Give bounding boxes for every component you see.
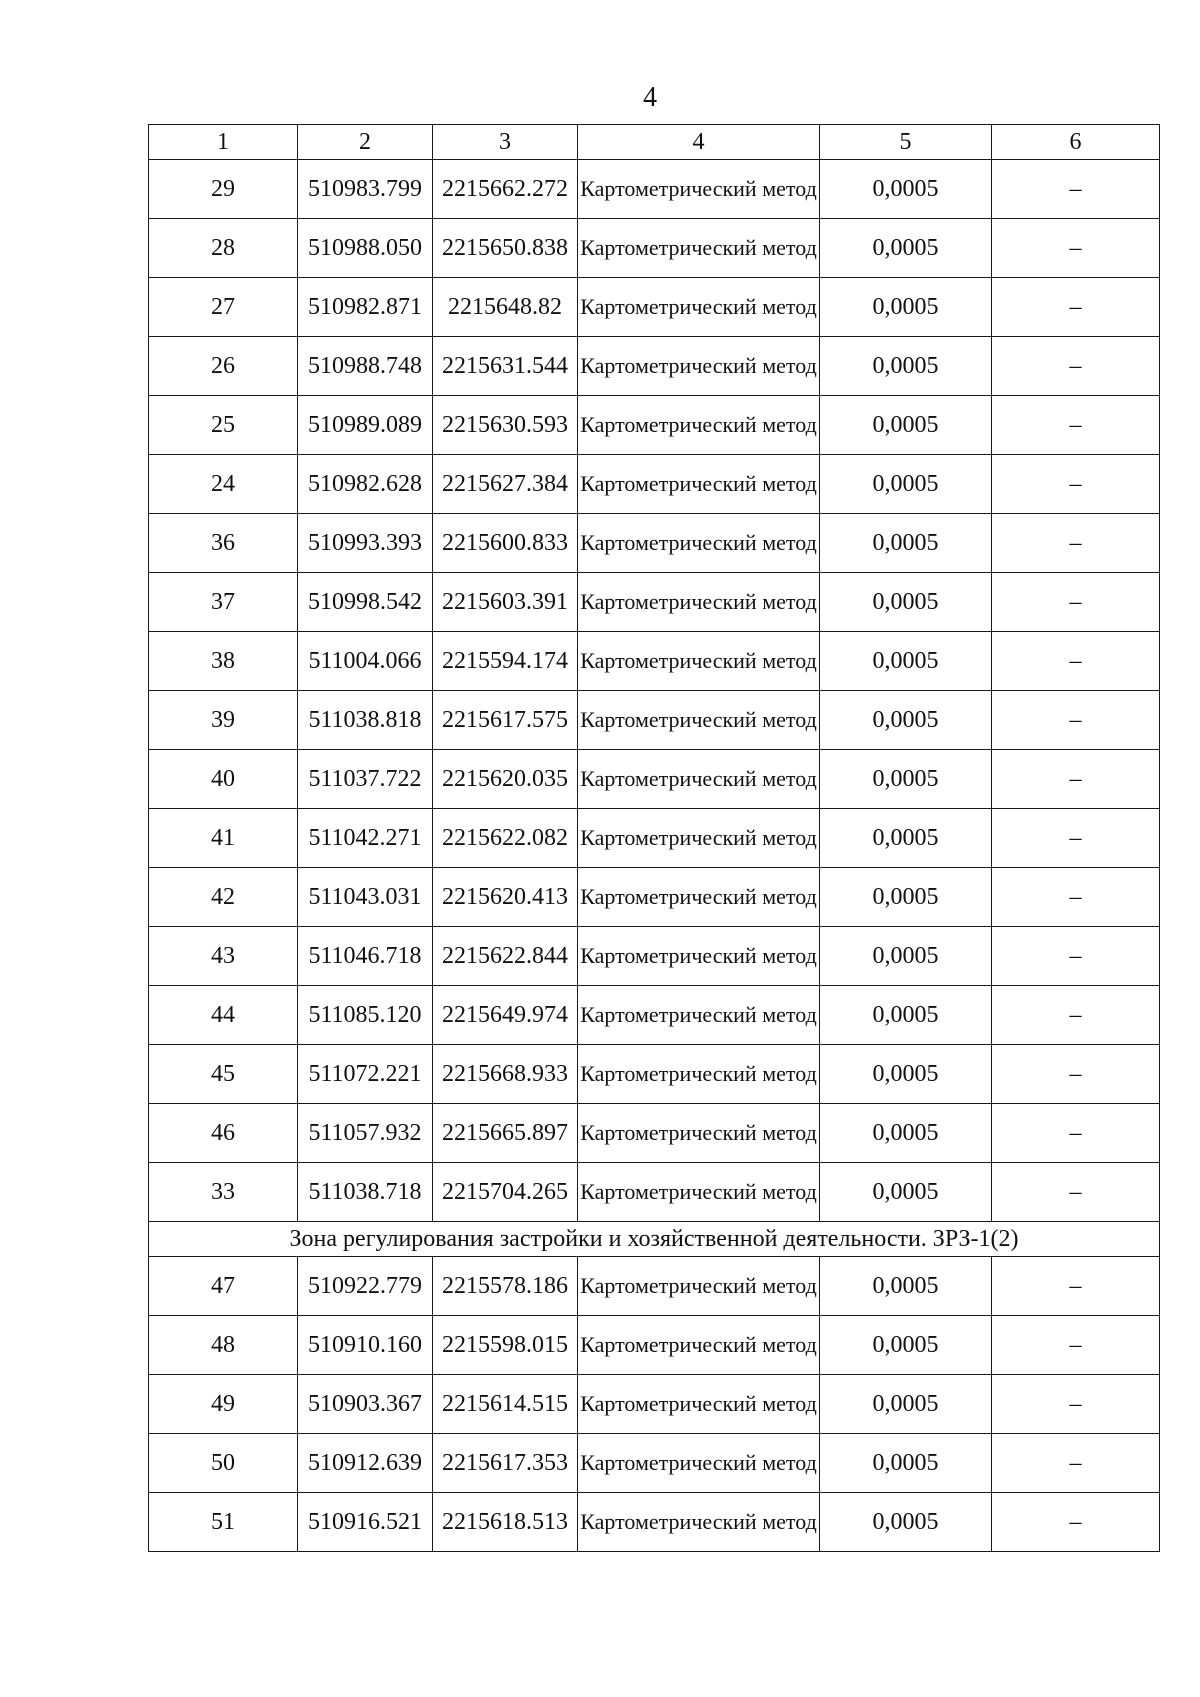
determination-method: Картометрический метод xyxy=(578,219,820,278)
note-dash: – xyxy=(992,278,1160,337)
column-header-4: 4 xyxy=(578,125,820,160)
table-row xyxy=(149,809,1160,868)
determination-method: Картометрический метод xyxy=(578,1257,820,1316)
coordinate-x: 510989.089 xyxy=(298,396,433,455)
coordinate-x: 510982.628 xyxy=(298,455,433,514)
determination-method: Картометрический метод xyxy=(578,809,820,868)
column-header-5: 5 xyxy=(820,125,992,160)
accuracy-value: 0,0005 xyxy=(820,927,992,986)
coordinate-y: 2215617.575 xyxy=(433,691,578,750)
determination-method: Картометрический метод xyxy=(578,1045,820,1104)
point-number: 36 xyxy=(149,514,298,573)
point-number: 29 xyxy=(149,160,298,219)
table-row xyxy=(149,1493,1160,1552)
coordinate-x: 511072.221 xyxy=(298,1045,433,1104)
accuracy-value: 0,0005 xyxy=(820,868,992,927)
coordinate-y: 2215622.082 xyxy=(433,809,578,868)
point-number: 46 xyxy=(149,1104,298,1163)
accuracy-value: 0,0005 xyxy=(820,1257,992,1316)
note-dash: – xyxy=(992,160,1160,219)
accuracy-value: 0,0005 xyxy=(820,986,992,1045)
column-header-6: 6 xyxy=(992,125,1160,160)
note-dash: – xyxy=(992,986,1160,1045)
table-row xyxy=(149,986,1160,1045)
determination-method: Картометрический метод xyxy=(578,455,820,514)
coordinate-x: 510903.367 xyxy=(298,1375,433,1434)
coordinate-x: 510912.639 xyxy=(298,1434,433,1493)
table-row xyxy=(149,396,1160,455)
coordinate-y: 2215630.593 xyxy=(433,396,578,455)
point-number: 43 xyxy=(149,927,298,986)
determination-method: Картометрический метод xyxy=(578,396,820,455)
point-number: 25 xyxy=(149,396,298,455)
determination-method: Картометрический метод xyxy=(578,1375,820,1434)
determination-method: Картометрический метод xyxy=(578,927,820,986)
point-number: 48 xyxy=(149,1316,298,1375)
coordinate-x: 511004.066 xyxy=(298,632,433,691)
coordinate-y: 2215620.035 xyxy=(433,750,578,809)
accuracy-value: 0,0005 xyxy=(820,1316,992,1375)
accuracy-value: 0,0005 xyxy=(820,1493,992,1552)
coordinate-x: 511085.120 xyxy=(298,986,433,1045)
accuracy-value: 0,0005 xyxy=(820,1104,992,1163)
note-dash: – xyxy=(992,1045,1160,1104)
coordinate-y: 2215668.933 xyxy=(433,1045,578,1104)
note-dash: – xyxy=(992,927,1160,986)
point-number: 40 xyxy=(149,750,298,809)
coordinate-y: 2215627.384 xyxy=(433,455,578,514)
table-row xyxy=(149,1045,1160,1104)
coordinate-y: 2215631.544 xyxy=(433,337,578,396)
table-row xyxy=(149,1434,1160,1493)
accuracy-value: 0,0005 xyxy=(820,337,992,396)
determination-method: Картометрический метод xyxy=(578,868,820,927)
determination-method: Картометрический метод xyxy=(578,573,820,632)
column-header-1: 1 xyxy=(149,125,298,160)
zone-title-row xyxy=(149,1222,1160,1257)
coordinate-x: 510982.871 xyxy=(298,278,433,337)
coordinate-x: 510916.521 xyxy=(298,1493,433,1552)
note-dash: – xyxy=(992,1163,1160,1222)
page-number: 4 xyxy=(643,82,657,113)
table-row xyxy=(149,278,1160,337)
table-row xyxy=(149,219,1160,278)
coordinate-x: 510998.542 xyxy=(298,573,433,632)
table-row xyxy=(149,573,1160,632)
accuracy-value: 0,0005 xyxy=(820,632,992,691)
point-number: 42 xyxy=(149,868,298,927)
accuracy-value: 0,0005 xyxy=(820,809,992,868)
table-header xyxy=(149,125,1160,160)
note-dash: – xyxy=(992,573,1160,632)
determination-method: Картометрический метод xyxy=(578,632,820,691)
accuracy-value: 0,0005 xyxy=(820,160,992,219)
determination-method: Картометрический метод xyxy=(578,160,820,219)
column-header-2: 2 xyxy=(298,125,433,160)
point-number: 45 xyxy=(149,1045,298,1104)
accuracy-value: 0,0005 xyxy=(820,396,992,455)
table-row xyxy=(149,1104,1160,1163)
coordinate-y: 2215603.391 xyxy=(433,573,578,632)
table-row xyxy=(149,337,1160,396)
determination-method: Картометрический метод xyxy=(578,750,820,809)
note-dash: – xyxy=(992,1493,1160,1552)
table-row xyxy=(149,160,1160,219)
coordinate-x: 510983.799 xyxy=(298,160,433,219)
determination-method: Картометрический метод xyxy=(578,1493,820,1552)
coordinate-y: 2215662.272 xyxy=(433,160,578,219)
determination-method: Картометрический метод xyxy=(578,1434,820,1493)
coordinate-y: 2215578.186 xyxy=(433,1257,578,1316)
point-number: 51 xyxy=(149,1493,298,1552)
accuracy-value: 0,0005 xyxy=(820,514,992,573)
table-row xyxy=(149,455,1160,514)
note-dash: – xyxy=(992,809,1160,868)
coordinate-x: 511038.718 xyxy=(298,1163,433,1222)
coordinate-y: 2215600.833 xyxy=(433,514,578,573)
table-row xyxy=(149,927,1160,986)
coordinate-x: 511038.818 xyxy=(298,691,433,750)
coordinate-x: 511037.722 xyxy=(298,750,433,809)
determination-method: Картометрический метод xyxy=(578,1163,820,1222)
coordinate-x: 511046.718 xyxy=(298,927,433,986)
coordinate-y: 2215598.015 xyxy=(433,1316,578,1375)
table-row xyxy=(149,750,1160,809)
point-number: 26 xyxy=(149,337,298,396)
zone-section xyxy=(149,1222,1160,1257)
determination-method: Картометрический метод xyxy=(578,514,820,573)
coordinate-y: 2215649.974 xyxy=(433,986,578,1045)
table-row xyxy=(149,514,1160,573)
accuracy-value: 0,0005 xyxy=(820,278,992,337)
note-dash: – xyxy=(992,691,1160,750)
coordinate-y: 2215614.515 xyxy=(433,1375,578,1434)
point-number: 37 xyxy=(149,573,298,632)
note-dash: – xyxy=(992,868,1160,927)
note-dash: – xyxy=(992,219,1160,278)
determination-method: Картометрический метод xyxy=(578,691,820,750)
table-row xyxy=(149,1316,1160,1375)
note-dash: – xyxy=(992,396,1160,455)
determination-method: Картометрический метод xyxy=(578,337,820,396)
accuracy-value: 0,0005 xyxy=(820,573,992,632)
accuracy-value: 0,0005 xyxy=(820,750,992,809)
point-number: 38 xyxy=(149,632,298,691)
note-dash: – xyxy=(992,455,1160,514)
coordinate-y: 2215620.413 xyxy=(433,868,578,927)
table-row xyxy=(149,1163,1160,1222)
point-number: 27 xyxy=(149,278,298,337)
point-number: 47 xyxy=(149,1257,298,1316)
point-number: 41 xyxy=(149,809,298,868)
accuracy-value: 0,0005 xyxy=(820,1163,992,1222)
zone-title: Зона регулирования застройки и хозяйственной деятельности. ЗРЗ-1(2) xyxy=(149,1222,1160,1257)
accuracy-value: 0,0005 xyxy=(820,219,992,278)
note-dash: – xyxy=(992,1104,1160,1163)
coordinate-y: 2215618.513 xyxy=(433,1493,578,1552)
note-dash: – xyxy=(992,1316,1160,1375)
determination-method: Картометрический метод xyxy=(578,1104,820,1163)
coordinate-x: 511042.271 xyxy=(298,809,433,868)
table-row xyxy=(149,868,1160,927)
point-number: 24 xyxy=(149,455,298,514)
note-dash: – xyxy=(992,1257,1160,1316)
table-row xyxy=(149,1375,1160,1434)
coordinate-x: 510988.050 xyxy=(298,219,433,278)
accuracy-value: 0,0005 xyxy=(820,1434,992,1493)
coordinate-y: 2215650.838 xyxy=(433,219,578,278)
coordinate-x: 510993.393 xyxy=(298,514,433,573)
coordinate-x: 511043.031 xyxy=(298,868,433,927)
note-dash: – xyxy=(992,337,1160,396)
coordinate-y: 2215622.844 xyxy=(433,927,578,986)
coordinate-y: 2215704.265 xyxy=(433,1163,578,1222)
coordinate-x: 511057.932 xyxy=(298,1104,433,1163)
table-row xyxy=(149,632,1160,691)
accuracy-value: 0,0005 xyxy=(820,691,992,750)
point-number: 49 xyxy=(149,1375,298,1434)
note-dash: – xyxy=(992,632,1160,691)
coordinates-table xyxy=(148,124,1160,1552)
coordinate-y: 2215617.353 xyxy=(433,1434,578,1493)
coordinate-y: 2215665.897 xyxy=(433,1104,578,1163)
accuracy-value: 0,0005 xyxy=(820,455,992,514)
accuracy-value: 0,0005 xyxy=(820,1375,992,1434)
coordinate-x: 510988.748 xyxy=(298,337,433,396)
coordinate-x: 510922.779 xyxy=(298,1257,433,1316)
table-row xyxy=(149,691,1160,750)
determination-method: Картометрический метод xyxy=(578,986,820,1045)
coordinate-y: 2215594.174 xyxy=(433,632,578,691)
point-number: 33 xyxy=(149,1163,298,1222)
coordinate-x: 510910.160 xyxy=(298,1316,433,1375)
determination-method: Картометрический метод xyxy=(578,278,820,337)
point-number: 39 xyxy=(149,691,298,750)
accuracy-value: 0,0005 xyxy=(820,1045,992,1104)
header-row xyxy=(149,125,1160,160)
column-header-3: 3 xyxy=(433,125,578,160)
point-number: 28 xyxy=(149,219,298,278)
table-body-before-zone xyxy=(149,160,1160,1222)
table-row xyxy=(149,1257,1160,1316)
note-dash: – xyxy=(992,1434,1160,1493)
note-dash: – xyxy=(992,514,1160,573)
coordinate-y: 2215648.82 xyxy=(433,278,578,337)
note-dash: – xyxy=(992,1375,1160,1434)
point-number: 50 xyxy=(149,1434,298,1493)
point-number: 44 xyxy=(149,986,298,1045)
table-body-after-zone xyxy=(149,1257,1160,1552)
determination-method: Картометрический метод xyxy=(578,1316,820,1375)
note-dash: – xyxy=(992,750,1160,809)
